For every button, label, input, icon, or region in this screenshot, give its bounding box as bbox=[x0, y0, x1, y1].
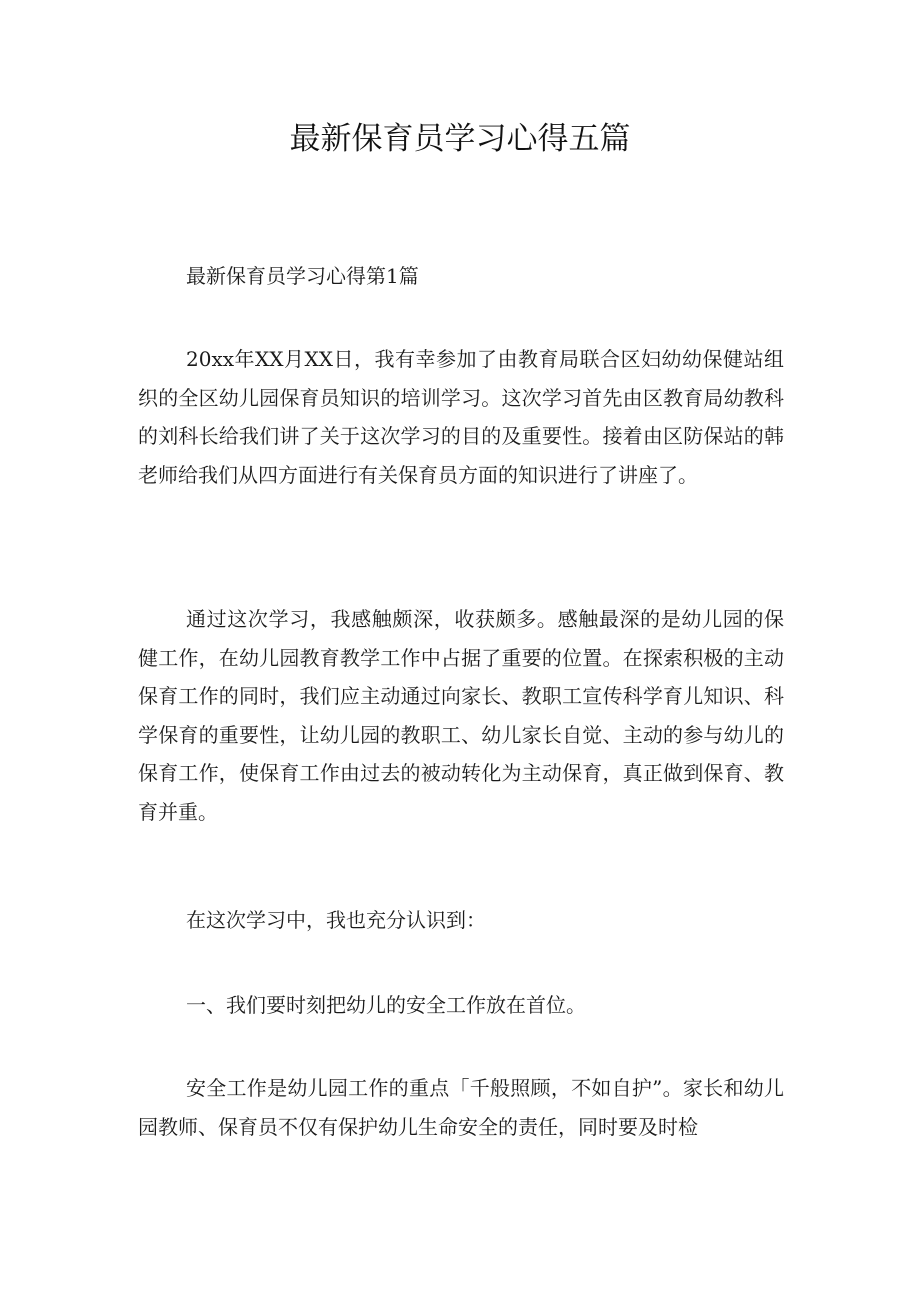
paragraph-5: 安全工作是幼儿园工作的重点「千般照顾，不如自护”。家长和幼儿园教师、保育员不仅有保护幼儿生命安全的责任，同时要及时检 bbox=[138, 1076, 784, 1139]
paragraph-1: 20xx年XX月XX日，我有幸参加了由教育局联合区妇幼幼保健站组织的全区幼儿园保育员知识的培训学习。这次学习首先由区教育局幼教科的刘科长给我们讲了关于这次学习的目的及重要性。接着由区防保站的韩老师给我们从四方面进行有关保育员方面的知识进行了讲座了。 bbox=[138, 347, 784, 487]
paragraph-2: 通过这次学习，我感触颇深，收获颇多。感触最深的是幼儿园的保健工作，在幼儿园教育教学工作中占据了重要的位置。在探索积极的主动保育工作的同时，我们应主动通过向家长、教职工宣传科学育儿知识、科学保育的重要性，让幼儿园的教职工、幼儿家长自觉、主动的参与幼儿的保育工作，使保育工作由过去的被动转化为主动保育，真正做到保育、教育并重。 bbox=[138, 607, 784, 824]
document-title: 最新保育员学习心得五篇 bbox=[289, 121, 631, 157]
paragraph-4: 一、我们要时刻把幼儿的安全工作放在首位。 bbox=[186, 993, 586, 1017]
section-heading: 最新保育员学习心得第1篇 bbox=[186, 264, 419, 288]
paragraph-3: 在这次学习中，我也充分认识到： bbox=[186, 908, 486, 932]
